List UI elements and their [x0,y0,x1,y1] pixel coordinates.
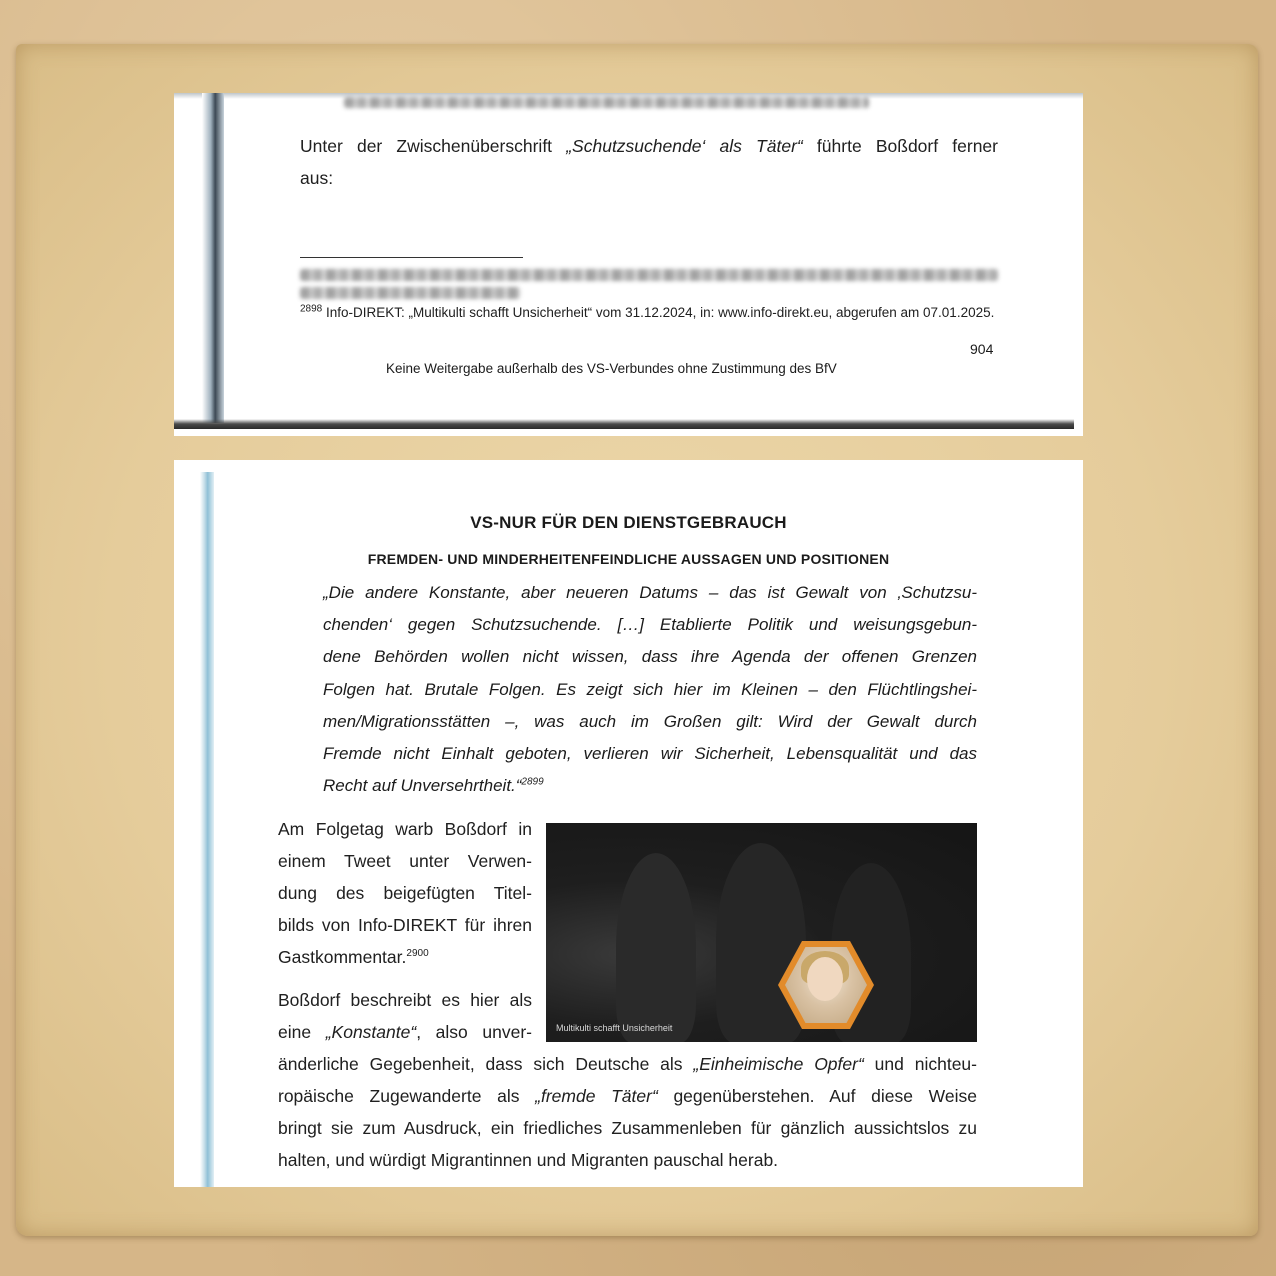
footnote-2898 [300,303,998,322]
para-line [278,1048,977,1080]
binding-shadow [200,472,214,1187]
quoted-term: „Konstante“ [325,1022,417,1042]
quoted-term: „fremde Täter“ [535,1086,658,1106]
image-caption: Multikulti schafft Unsicherheit [556,1023,673,1033]
page-number: 904 [970,341,994,357]
para-line-last [278,941,532,973]
document-page-bottom [174,460,1083,1187]
quote-line-last [323,770,977,802]
quoted-term: „Einheimische Opfer“ [693,1054,864,1074]
text-run: , also unver- [416,1022,532,1042]
portrait-face [807,957,843,1001]
quote-line: dene Behörden wollen nicht wissen, dass ihre Agenda der offenen Grenzen [323,647,977,667]
para-line: bilds von Info-DIREKT für ihren [278,915,532,935]
para-line: bringt sie zum Ausdruck, ein friedliches Zusammenleben für gänzlich aussichtslos zu [278,1118,977,1138]
text-run: ropäische Zugewanderte als [278,1086,520,1106]
footnote-number: 2898 [300,303,323,315]
footer-notice: Keine Weitergabe außerhalb des VS-Verbundes ohne Zustimmung des BfV [386,361,837,376]
document-page-top [174,93,1083,436]
quote-line: „Die andere Konstante, aber neueren Datums – das ist Gewalt von ‚Schutzsu- [323,583,977,602]
footnote-text: Info-DIREKT: „Multikulti schafft Unsicherheit“ vom 31.12.2024, in: www.info-direkt.eu, abgerufen am 07.01.2025. [326,305,995,320]
analysis-paragraph-top [278,984,532,1048]
figure-silhouette [616,853,696,1042]
intro-text-prefix: Unter der Zwischenüberschrift [300,136,553,156]
para-line-last: halten, und würdigt Migrantinnen und Migranten pauschal herab. [278,1150,779,1170]
redacted-footnote-line-2 [300,287,520,299]
quote-line: Fremde nicht Einhalt geboten, verlieren wir Sicherheit, Lebensqualität und das [323,744,977,764]
title-image [546,823,977,1042]
text-run: eine [278,1022,312,1042]
intro-continuation: aus: [300,168,334,188]
para-line-end: Gastkommentar. [278,947,407,967]
para-line: Boßdorf beschreibt es hier als [278,990,532,1010]
section-title: FREMDEN- UND MINDERHEITENFEINDLICHE AUSSAGEN UND POSITIONEN [367,551,890,567]
para-line [278,1016,532,1048]
para-line: Am Folgetag warb Boßdorf in [278,819,532,839]
intro-text-suffix: führte Boßdorf ferner [816,136,998,156]
analysis-paragraph [278,1048,977,1176]
quote-line: Folgen hat. Brutale Folgen. Es zeigt sich hier im Kleinen – den Flüchtlingshei- [323,679,977,699]
text-run: und nichteu- [874,1054,977,1074]
footnote-rule [300,257,523,258]
quote-end: Recht auf Unversehrtheit.“ [323,776,522,796]
footnote-ref-2899: 2899 [521,776,544,788]
page-bottom-shadow [174,419,1074,429]
para-line: dung des beigefügten Titel- [278,883,532,903]
redacted-header [344,97,869,108]
figure-silhouette [716,843,806,1042]
block-quote [323,577,977,802]
tweet-paragraph [278,813,532,973]
intro-quoted-heading: „Schutzsuchende‘ als Täter“ [566,136,803,156]
intro-paragraph [300,130,998,162]
footnote-ref-2900: 2900 [406,948,429,960]
para-line: einem Tweet unter Verwen- [278,851,532,871]
quote-line: chenden‘ gegen Schutzsuchende. […] Etablierte Politik und weisungsgebun- [323,615,977,635]
redacted-footnote-line-1 [300,269,998,281]
text-run: gegenüberstehen. Auf diese Weise [673,1086,977,1106]
para-line [278,1080,977,1112]
text-run: änderliche Gegebenheit, dass sich Deutsche als [278,1054,683,1074]
quote-line: men/Migrationsstätten –, was auch im Großen gilt: Wird der Gewalt durch [323,711,977,731]
binding-shadow [202,93,224,423]
classification-header: VS-NUR FÜR DEN DIENSTGEBRAUCH [470,513,787,532]
